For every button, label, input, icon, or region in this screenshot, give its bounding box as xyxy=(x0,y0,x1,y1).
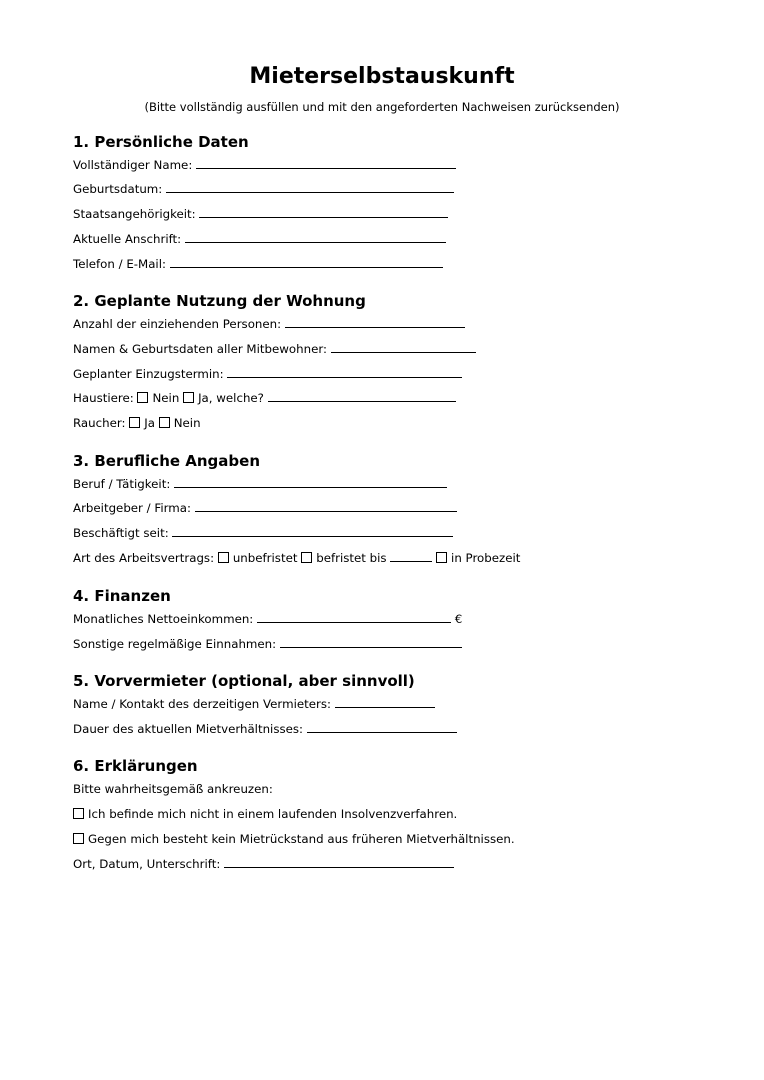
field-label: Ort, Datum, Unterschrift: xyxy=(73,857,221,871)
occupation-field[interactable] xyxy=(73,476,447,492)
tenancy-duration-field[interactable] xyxy=(73,721,457,737)
option-label: Nein xyxy=(173,416,201,430)
no-insolvency-checkbox[interactable] xyxy=(73,808,84,819)
field-label: Beschäftigt seit: xyxy=(73,526,169,540)
fixed-term-end-input-line[interactable] xyxy=(390,551,432,562)
contract-probation-checkbox[interactable] xyxy=(436,552,447,563)
option-label: Nein xyxy=(152,391,180,405)
field-label: Vollständiger Name: xyxy=(73,158,193,172)
section-heading-personal-data: 1. Persönliche Daten xyxy=(73,133,249,151)
field-label: Aktuelle Anschrift: xyxy=(73,232,182,246)
field-label: Anzahl der einziehenden Personen: xyxy=(73,317,282,331)
field-label: Name / Kontakt des derzeitigen Vermieters: xyxy=(73,697,331,711)
field-label: Sonstige regelmäßige Einnahmen: xyxy=(73,637,277,651)
net-income-input-line[interactable] xyxy=(257,612,451,623)
option-label: Ja, welche? xyxy=(198,391,264,405)
landlord-contact-input-line[interactable] xyxy=(335,697,435,708)
pets-field[interactable] xyxy=(73,390,456,406)
employed-since-input-line[interactable] xyxy=(172,526,453,537)
field-label: Telefon / E-Mail: xyxy=(73,257,166,271)
nationality-input-line[interactable] xyxy=(199,207,448,218)
no-rent-arrears-declaration[interactable] xyxy=(73,831,515,847)
current-address-field[interactable] xyxy=(73,231,446,247)
contract-permanent-checkbox[interactable] xyxy=(218,552,229,563)
section-heading-finances: 4. Finanzen xyxy=(73,587,171,605)
section-heading-planned-use: 2. Geplante Nutzung der Wohnung xyxy=(73,292,366,310)
contract-type-field[interactable] xyxy=(73,550,520,566)
employer-input-line[interactable] xyxy=(195,501,457,512)
field-label: Haustiere: xyxy=(73,391,134,405)
signature-field[interactable] xyxy=(73,856,454,872)
contract-fixed-term-checkbox[interactable] xyxy=(301,552,312,563)
pets-which-input-line[interactable] xyxy=(268,391,456,402)
signature-input-line[interactable] xyxy=(224,857,454,868)
other-income-field[interactable] xyxy=(73,636,462,652)
field-label: Namen & Geburtsdaten aller Mitbewohner: xyxy=(73,342,327,356)
field-label: Monatliches Nettoeinkommen: xyxy=(73,612,254,626)
occupation-input-line[interactable] xyxy=(174,477,447,488)
birth-date-input-line[interactable] xyxy=(166,182,454,193)
field-label: Geburtsdatum: xyxy=(73,182,163,196)
employed-since-field[interactable] xyxy=(73,525,453,541)
other-income-input-line[interactable] xyxy=(280,637,462,648)
no-insolvency-declaration[interactable] xyxy=(73,806,457,822)
landlord-contact-field[interactable] xyxy=(73,696,435,712)
field-label: Geplanter Einzugstermin: xyxy=(73,367,224,381)
option-label: befristet bis xyxy=(316,551,387,565)
option-label: Ja xyxy=(144,416,155,430)
option-label: in Probezeit xyxy=(451,551,521,565)
smoker-yes-checkbox[interactable] xyxy=(129,417,140,428)
field-label: Dauer des aktuellen Mietverhältnisses: xyxy=(73,722,304,736)
current-address-input-line[interactable] xyxy=(185,232,446,243)
phone-email-input-line[interactable] xyxy=(170,257,443,268)
move-in-date-field[interactable] xyxy=(73,366,462,382)
phone-email-field[interactable] xyxy=(73,256,443,272)
currency-symbol: € xyxy=(454,612,463,626)
field-label: Beruf / Tätigkeit: xyxy=(73,477,171,491)
co-residents-input-line[interactable] xyxy=(331,342,476,353)
field-label: Staatsangehörigkeit: xyxy=(73,207,196,221)
occupant-count-input-line[interactable] xyxy=(285,317,465,328)
section-heading-declarations: 6. Erklärungen xyxy=(73,757,198,775)
pets-yes-checkbox[interactable] xyxy=(183,392,194,403)
smoker-field[interactable] xyxy=(73,415,201,431)
document-subtitle: (Bitte vollständig ausfüllen und mit den angeforderten Nachweisen zurücksenden) xyxy=(144,100,620,114)
no-rent-arrears-checkbox[interactable] xyxy=(73,833,84,844)
move-in-date-input-line[interactable] xyxy=(227,367,462,378)
instruction-text: Bitte wahrheitsgemäß ankreuzen: xyxy=(73,782,273,796)
employer-field[interactable] xyxy=(73,500,457,516)
net-income-field[interactable] xyxy=(73,611,462,627)
field-label: Art des Arbeitsvertrags: xyxy=(73,551,215,565)
section-heading-employment: 3. Berufliche Angaben xyxy=(73,452,261,470)
full-name-field[interactable] xyxy=(73,157,456,173)
occupant-count-field[interactable] xyxy=(73,316,465,332)
smoker-no-checkbox[interactable] xyxy=(159,417,170,428)
co-residents-field[interactable] xyxy=(73,341,476,357)
document-title: Mieterselbstauskunft xyxy=(249,64,515,89)
option-label: unbefristet xyxy=(232,551,298,565)
field-label: Raucher: xyxy=(73,416,126,430)
field-label: Arbeitgeber / Firma: xyxy=(73,501,191,515)
tenancy-duration-input-line[interactable] xyxy=(307,722,457,733)
declarations-instruction xyxy=(73,781,273,797)
declaration-text: Ich befinde mich nicht in einem laufenden Insolvenzverfahren. xyxy=(88,807,458,821)
nationality-field[interactable] xyxy=(73,206,448,222)
declaration-text: Gegen mich besteht kein Mietrückstand aus früheren Mietverhältnissen. xyxy=(88,832,515,846)
pets-no-checkbox[interactable] xyxy=(137,392,148,403)
full-name-input-line[interactable] xyxy=(196,158,456,169)
birth-date-field[interactable] xyxy=(73,181,454,197)
section-heading-previous-landlord: 5. Vorvermieter (optional, aber sinnvoll) xyxy=(73,672,415,690)
